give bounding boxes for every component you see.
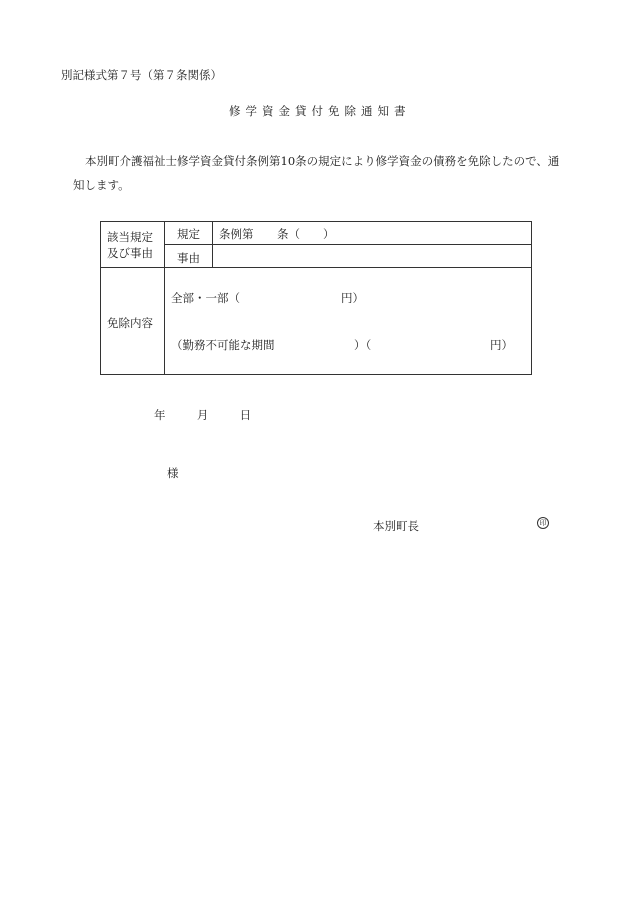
issuer-name: 本別町長	[373, 519, 419, 533]
table-row-divider-1	[164, 244, 531, 245]
document-title: 修学資金貸付免除通知書	[229, 104, 411, 118]
table-row-divider-2	[101, 267, 531, 268]
rule-value-suffix: 条（ ）	[277, 227, 335, 241]
applicable-header-line2: 及び事由	[107, 246, 153, 260]
rule-label: 規定	[177, 227, 200, 241]
date-month: 月	[196, 408, 209, 422]
date-year: 年	[154, 408, 166, 422]
exemption-line2-suffix: 円）	[490, 338, 513, 352]
seal-icon: 印	[537, 517, 549, 529]
table-divider-sub	[212, 222, 213, 268]
exemption-table	[100, 221, 532, 375]
exemption-line2-prefix: （勤務不可能な期間	[171, 338, 275, 352]
body-text-line-2: 知します。	[73, 178, 130, 192]
reason-label: 事由	[177, 251, 200, 265]
recipient-honorific: 様	[167, 466, 179, 480]
rule-value-prefix: 条例第	[219, 227, 254, 241]
exemption-line1-suffix: 円）	[341, 291, 364, 305]
exemption-line1-prefix: 全部・一部（	[171, 291, 240, 305]
body-text-line-1: 本別町介護福祉士修学資金貸付条例第10条の規定により修学資金の債務を免除したので、通	[85, 154, 560, 168]
date-day: 日	[239, 408, 252, 422]
form-id: 別記様式第７号（第７条関係）	[61, 68, 222, 82]
exemption-header: 免除内容	[107, 316, 153, 330]
exemption-line2-mid: ）（	[354, 338, 372, 352]
issue-date	[154, 407, 251, 423]
applicable-header-line1: 該当規定	[107, 230, 153, 244]
